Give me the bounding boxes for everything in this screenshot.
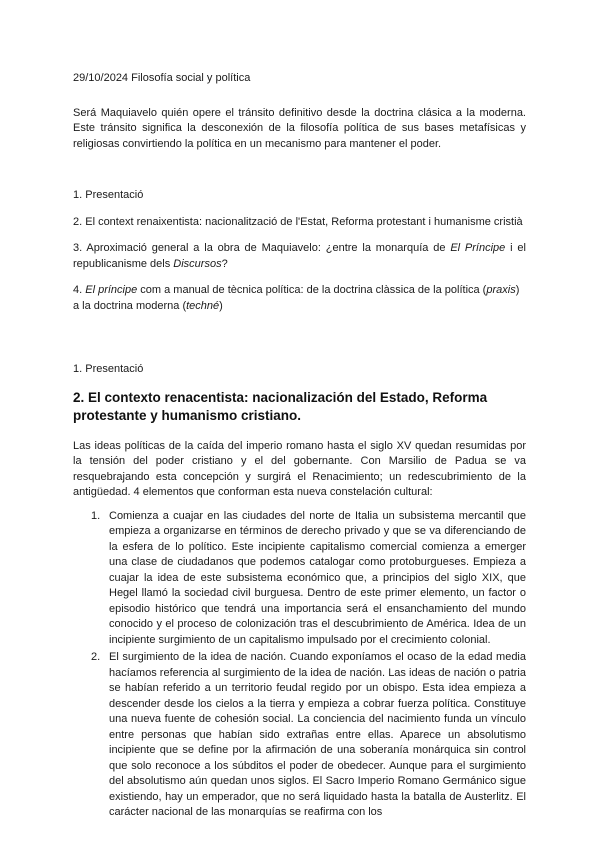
outline-item-3-text-end: ? (221, 257, 228, 270)
section-2-heading: 2. El contexto renacentista: nacionalización del Estado, Reforma protestante y humanismo cristiano. (73, 389, 488, 423)
section-1-label: 1. Presentació (73, 363, 144, 375)
list-item-number: 2. (91, 651, 101, 663)
date-course-line: 29/10/2024 Filosofía social y política (73, 72, 251, 84)
course-outline (73, 188, 526, 314)
work-title-principe-2: El príncipe (85, 284, 138, 296)
term-techne: techné (186, 299, 220, 312)
outline-item-4-number: 4. (73, 284, 86, 296)
list-item (73, 650, 526, 821)
list-item-number: 1. (91, 509, 101, 522)
outline-item-3-text-mid: i el republicanisme dels (73, 242, 526, 270)
outline-item-4-text-end: ) (219, 299, 223, 312)
intro-paragraph: Será Maquiavelo quién opere el tránsito definitivo desde la doctrina clásica a la moderna. Este tránsito significa la desconexión de la filosofía política de sus bases metafísicas y religiosas convirtiendo la política en un mecanismo para mantener el poder. (73, 106, 526, 150)
elements-list (73, 509, 526, 821)
section-2-lead-paragraph: Las ideas políticas de la caída del imperio romano hasta el siglo XV quedan resumidas por la tensión del poder cristiano y el del gobernante. Con Marsilio de Padua se va resquebrajando esta concepción y surgirá el Renacimiento; un redescubrimiento de la antigüedad. 4 elementos que conforman esta nueva constelación cultural: (73, 439, 526, 498)
list-item-text: Comienza a cuajar en las ciudades del norte de Italia un subsistema mercantil que empieza a organizarse en términos de derecho privado y que se va diferenciando de la esfera de lo político. Este incipiente capitalismo comercial comienza a emerger una clase de ciudadanos que podemos catalogar como protoburgueses. Empieza a cuajar la idea de este subsistema económico que, a principios del siglo XIX, que Hegel llamó la sociedad civil burguesa. Dentro de este primer elemento, un factor o episodio histórico que tendrá una importancia será el ensanchamiento del mundo conocido y el proceso de colonización tras el descubrimiento de América. Idea de un incipiente surgimiento de un capitalismo impulsado por el crecimiento colonial. (109, 509, 526, 646)
list-item (73, 509, 526, 649)
outline-item-4-text: com a manual de tècnica política: de la doctrina clàssica de la política ( (137, 284, 487, 296)
list-item-text: El surgimiento de la idea de nación. Cuando exponíamos el ocaso de la edad media hacíamos referencia al surgimiento de la idea de nación. Las ideas de nación o patria se habían referido a un territorio feudal regido por un obispo. Esta idea empieza a descender desde los cielos a la tierra y empieza a cobrar fuerza política. Constituye una nueva fuente de cohesión social. La conciencia del nacimiento funda un vínculo entre personas que habían sido extrañas entre ellas. Aparece un absolutismo incipiente que se define por la afirmación de una soberanía monárquica sin control que solo reconoce a los súbditos el poder de obedecer. Aunque para el surgimiento del absolutismo aún quedan unos siglos. El Sacro Imperio Romano Germánico sigue existiendo, hay un emperador, que no será liquidado hasta la batalla de Austerlitz. El carácter nacional de las monarquías se reafirma con los (109, 651, 526, 818)
outline-item-4-text-mid: ) a la doctrina moderna ( (73, 284, 520, 312)
outline-item-2: 2. El context renaixentista: nacionalització de l'Estat, Reforma protestant i humanisme cristià (73, 215, 523, 228)
work-title-principe: El Príncipe (450, 242, 506, 254)
work-title-discursos: Discursos (173, 257, 222, 270)
outline-item-3 (73, 241, 526, 272)
outline-item-4 (73, 283, 526, 314)
outline-item-3-text: 3. Aproximació general a la obra de Maquiavelo: ¿entre la monarquía de (73, 242, 451, 254)
outline-item-1: 1. Presentació (73, 189, 144, 201)
term-praxis: praxis (486, 284, 516, 296)
